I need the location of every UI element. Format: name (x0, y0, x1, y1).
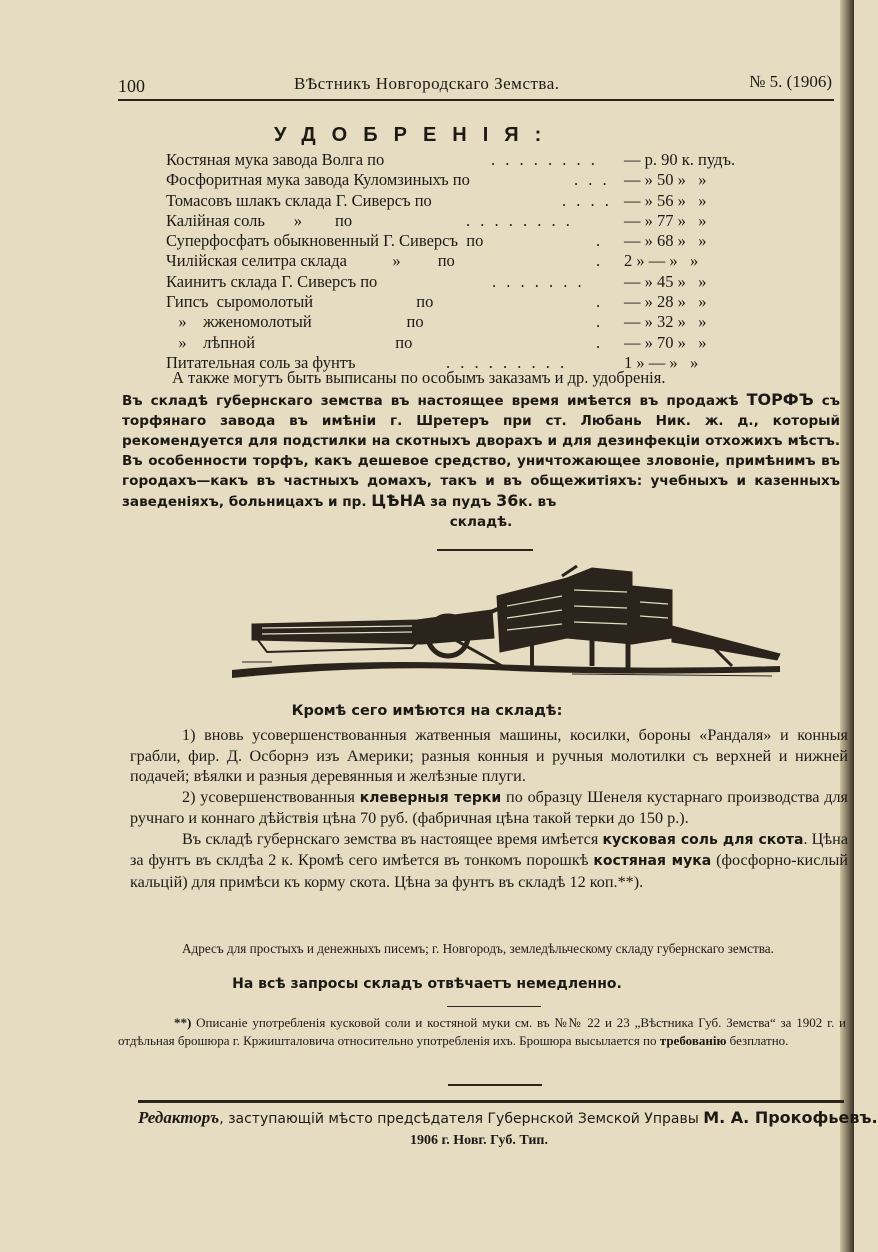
journal-title: ВѢстникъ Новгородскаго Земства. (294, 74, 560, 93)
peat-price-value: 36 (496, 491, 519, 510)
fertilizer-row (166, 251, 806, 271)
separator-rule (437, 549, 533, 551)
fertilizer-row (166, 150, 806, 170)
salt-label: кусковая соль для скота (602, 831, 804, 848)
fertilizer-row (166, 211, 806, 231)
fertilizer-row (166, 333, 806, 353)
fertilizer-row (166, 191, 806, 211)
fertilizer-name: Питательная соль за фунтъ (166, 352, 356, 372)
fertilizer-price: 2 » — » » (624, 251, 699, 271)
peat-text-2: съ торфянаго завода въ имѣніи г. Шретеръ при ст. Любань Ник. ж. д., который рекомендуется для подстилки на скотныхъ дворахъ и для дезинфекціи отхожихъ мѣстъ. Въ особенности торфъ, какъ дешевое средство, уничтожающее зловоніе, примѣнимъ въ городахъ—какъ въ частныхъ домахъ, такъ и въ общежитіяхъ: учебныхъ и казенныхъ заведеніяхъ, больницахъ и пр. (122, 393, 840, 510)
mailing-address: Адресъ для простыхъ и денежныхъ писемъ; г. Новгородъ, земледѣльческому складу губернскаго земства. (182, 941, 774, 956)
peat-text-3: за пудъ (425, 494, 497, 510)
fertilizer-name: Томасовъ шлакъ склада Г. Сиверсъ по (166, 190, 432, 210)
salt-paragraph (130, 829, 848, 893)
clover-grater-paragraph (130, 787, 848, 829)
page-number: 100 (118, 76, 145, 96)
peat-announcement (122, 390, 840, 532)
fertilizer-name: Каинитъ склада Г. Сиверсъ по (166, 271, 378, 291)
fertilizer-price: — » 68 » » (624, 231, 707, 251)
fertilizer-leader-dots: . . . (574, 170, 610, 190)
running-header (118, 70, 834, 96)
fertilizer-leader-dots: . (596, 332, 604, 352)
peat-price-word: ЦѢНА (371, 491, 426, 510)
salt-text-2: . Цѣна за фунтъ въ склдѣа 2 к. Кромѣ сего имѣется въ тонкомъ порошкѣ (130, 829, 849, 869)
editor-label: Редакторъ (138, 1108, 220, 1127)
fertilizer-leader-dots: . . . . . . . (492, 271, 585, 291)
printer-line: 1906 г. Новг. Губ. Тип. (410, 1133, 548, 1148)
fertilizer-row (166, 231, 806, 251)
fertilizer-name: Гипсъ сыромолотый по (166, 292, 434, 312)
fertilizer-row (166, 272, 806, 292)
fertilizer-leader-dots: . . . . . . . . (491, 150, 598, 169)
fertilizer-price-list (166, 150, 806, 373)
editor-text: , заступающій мѣсто предсѣдателя Губернской Земской Управы (219, 1111, 704, 1127)
clover-text-2: по образцу Шенеля кустарнаго производства для ручнаго и коннаго дѣйствія цѣна 70 руб. (фабричная цѣна такой терки до 150 р.). (130, 787, 848, 827)
fertilizer-name: Костяная мука завода Волга по (166, 150, 385, 169)
fertilizer-price: — » 50 » » (624, 170, 707, 190)
salt-text-1: Въ складѣ губернскаго земства въ настоящее время имѣется (182, 829, 603, 848)
fertilizer-leader-dots: . (596, 251, 604, 271)
footnote-text-1: Описаніе употребленія кусковой соли и костяной муки см. въ №№ 22 и 23 „Вѣстника Губ. Земства“ за 1902 г. и отдѣльная брошюра г. Кржишталовича относительно употребленія ихъ. Брошюра высылается по (118, 1015, 846, 1048)
fertilizers-title: УДОБРЕНІЯ: (274, 124, 558, 146)
fertilizer-leader-dots: . . . . . . . . . (446, 352, 568, 372)
page-edge (840, 0, 854, 1252)
fertilizer-price: — » 70 » » (624, 332, 707, 352)
fertilizer-price: 1 » — » » (624, 352, 699, 372)
bone-meal-label: костяная мука (593, 853, 712, 869)
fertilizer-leader-dots: . (596, 231, 604, 251)
fertilizer-row (166, 292, 806, 312)
fertilizer-name: » жженомолотый по (166, 312, 424, 332)
fertilizer-name: » лѣпной по (166, 332, 413, 352)
editor-rule (138, 1100, 844, 1103)
fertilizer-name: Калійная соль » по (166, 210, 353, 230)
reply-notice: На всѣ запросы складъ отвѣчаетъ немедленно. (232, 976, 622, 992)
clover-text-1: 2) усовершенствованныя (182, 787, 360, 806)
footnote-emphasis: требованію (659, 1033, 727, 1048)
issue-number: № 5. (1906) (749, 72, 832, 91)
clover-grater-label: клеверныя терки (359, 789, 502, 806)
also-available-text (130, 725, 848, 892)
editor-line (138, 1108, 878, 1128)
fertilizer-leader-dots: . (596, 312, 604, 332)
separator-rule-2 (448, 1084, 542, 1086)
peat-word: ТОРФЪ (746, 390, 814, 409)
editor-name: М. А. Прокофьевъ. (703, 1108, 878, 1127)
threshing-machine-icon (232, 566, 782, 690)
fertilizer-price: — » 77 » » (624, 210, 707, 230)
machines-paragraph: 1) вновь усовершенствованныя жатвенныя машины, косилки, бороны «Рандаля» и конныя грабли, фир. Д. Осборнэ изъ Америки; разныя конныя и ручныя молотилки съ верхней и нижней подачей; вѣялки и разныя деревянныя и желѣзные плуги. (130, 726, 848, 785)
footnote (118, 1014, 846, 1050)
fertilizer-row (166, 170, 806, 190)
salt-text-3: (фосфорно-кислый кальцій) для примѣси къ корму скота. Цѣна за фунтъ въ складѣ 12 коп.**). (130, 851, 848, 891)
fertilizer-name: Чилійская селитра склада » по (166, 251, 455, 271)
fertilizer-name: Суперфосфатъ обыкновенный Г. Сиверсъ по (166, 231, 484, 251)
fertilizer-name: Фосфоритная мука завода Куломзиныхъ по (166, 170, 470, 190)
fertilizer-leader-dots: . . . . (562, 190, 612, 210)
fertilizer-row (166, 312, 806, 332)
fertilizer-price: — » 56 » » (624, 190, 707, 210)
peat-last-line: складѣ. (449, 514, 513, 530)
peat-text-4: к. въ (518, 494, 557, 510)
also-available-title: Кромѣ сего имѣются на складѣ: (291, 703, 563, 719)
fertilizers-note: А также могутъ быть выписаны по особымъ заказамъ и др. удобренія. (172, 368, 666, 387)
fertilizer-price: — р. 90 к. пудъ. (624, 150, 736, 169)
fertilizer-price: — » 32 » » (624, 312, 707, 332)
footnote-text-2: безплатно. (726, 1033, 789, 1048)
fertilizer-price: — » 28 » » (624, 292, 707, 312)
fertilizer-leader-dots: . (596, 292, 604, 312)
footnote-mark: **) (174, 1015, 192, 1030)
header-rule (118, 99, 834, 101)
peat-text-1: Въ складѣ губернскаго земства въ настоящее время имѣется въ продажѣ (122, 393, 747, 409)
fertilizer-leader-dots: . . . . . . . . (466, 210, 573, 230)
footnote-rule (447, 1006, 541, 1007)
fertilizer-price: — » 45 » » (624, 271, 707, 291)
